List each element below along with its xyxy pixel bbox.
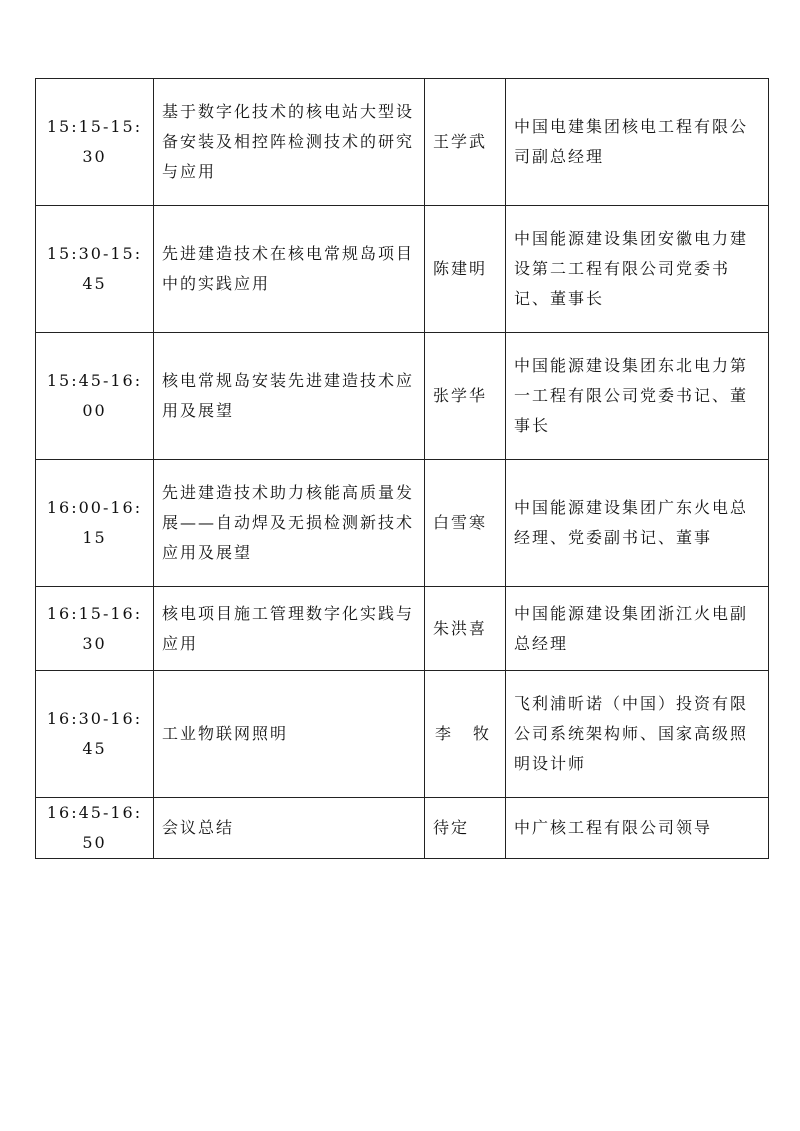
table-row [36, 79, 769, 206]
speaker-cell: 待定 [425, 798, 506, 859]
speaker-cell: 王学武 [425, 79, 506, 206]
time-cell: 15:45-16:00 [36, 333, 154, 460]
topic-cell: 核电项目施工管理数字化实践与应用 [154, 587, 425, 671]
organization-cell: 中国能源建设集团广东火电总经理、党委副书记、董事 [506, 460, 769, 587]
topic-cell: 基于数字化技术的核电站大型设备安装及相控阵检测技术的研究与应用 [154, 79, 425, 206]
table-row [36, 587, 769, 671]
table-row [36, 798, 769, 859]
table-row [36, 206, 769, 333]
time-cell: 16:30-16:45 [36, 671, 154, 798]
topic-cell: 先进建造技术在核电常规岛项目中的实践应用 [154, 206, 425, 333]
speaker-cell: 陈建明 [425, 206, 506, 333]
organization-cell: 中国能源建设集团安徽电力建设第二工程有限公司党委书记、董事长 [506, 206, 769, 333]
time-cell: 16:15-16:30 [36, 587, 154, 671]
speaker-cell: 李 牧 [425, 671, 506, 798]
table-row [36, 671, 769, 798]
organization-cell: 中国能源建设集团浙江火电副总经理 [506, 587, 769, 671]
speaker-cell: 白雪寒 [425, 460, 506, 587]
schedule-table [35, 78, 769, 859]
speaker-cell: 朱洪喜 [425, 587, 506, 671]
time-cell: 16:45-16:50 [36, 798, 154, 859]
organization-cell: 中国能源建设集团东北电力第一工程有限公司党委书记、董事长 [506, 333, 769, 460]
table-row [36, 333, 769, 460]
topic-cell: 工业物联网照明 [154, 671, 425, 798]
table-row [36, 460, 769, 587]
organization-cell: 中广核工程有限公司领导 [506, 798, 769, 859]
speaker-cell: 张学华 [425, 333, 506, 460]
time-cell: 15:15-15:30 [36, 79, 154, 206]
organization-cell: 飞利浦昕诺（中国）投资有限公司系统架构师、国家高级照明设计师 [506, 671, 769, 798]
topic-cell: 核电常规岛安装先进建造技术应用及展望 [154, 333, 425, 460]
organization-cell: 中国电建集团核电工程有限公司副总经理 [506, 79, 769, 206]
topic-cell: 会议总结 [154, 798, 425, 859]
time-cell: 16:00-16:15 [36, 460, 154, 587]
topic-cell: 先进建造技术助力核能高质量发展——自动焊及无损检测新技术应用及展望 [154, 460, 425, 587]
time-cell: 15:30-15:45 [36, 206, 154, 333]
